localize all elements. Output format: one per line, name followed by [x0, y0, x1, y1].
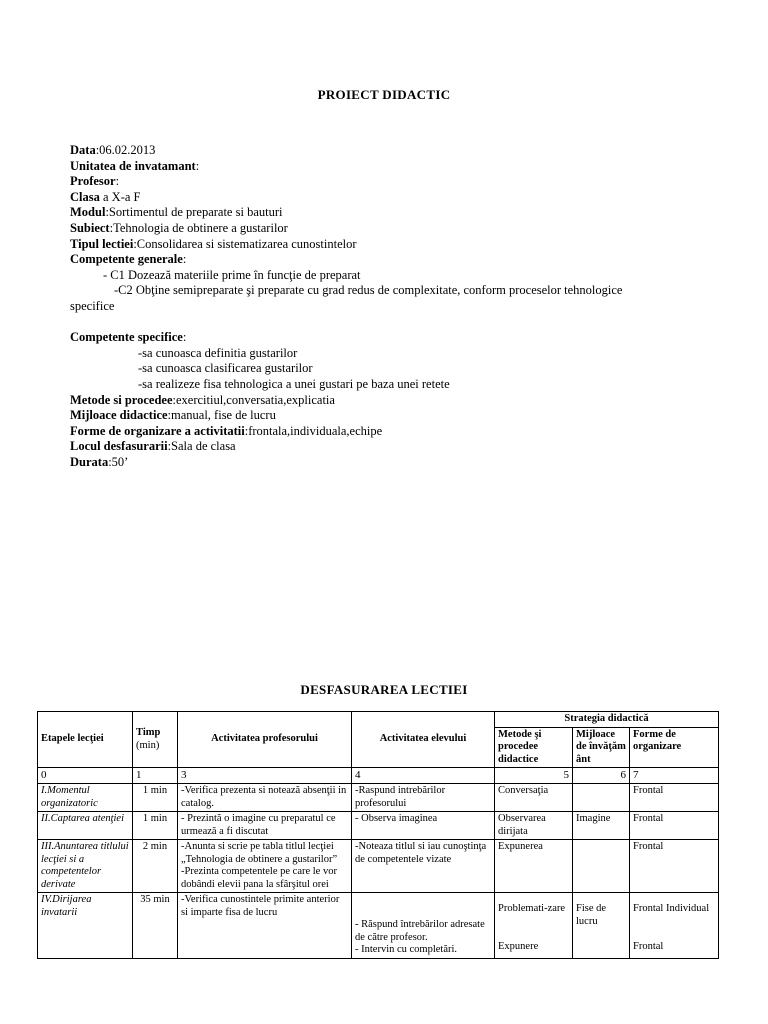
column-number: 1 [133, 768, 178, 784]
table-row [38, 784, 719, 812]
competenta-generala-c1: - C1 Dozează materiile prime în funcţie de preparat [103, 267, 361, 282]
competenta-generala-c2-cont: specifice [70, 298, 115, 313]
cell-metode: Problemati-zare Expunere [495, 893, 573, 959]
info-data: Data:06.02.2013 [70, 143, 156, 157]
competenta-generala-c2: -C2 Obţine semipreparate şi preparate cu grad redus de complexitate, conform proceselor tehnologice [114, 283, 623, 298]
competenta-specifica-1: -sa cunoasca definitia gustarilor [138, 345, 298, 360]
cell-mijloace: Imagine [573, 812, 630, 840]
cell-metode: Observarea dirijata [495, 812, 573, 840]
table-row [38, 840, 719, 893]
column-number: 7 [630, 768, 719, 784]
lesson-section-title: DESFASURAREA LECTIEI [300, 682, 468, 697]
info-competente-generale: Competente generale: [70, 252, 187, 267]
header-etapele: Etapele lecţiei [38, 712, 133, 768]
cell-etapa: I.Momentul organizatoric [38, 784, 133, 812]
cell-activitate-profesor: - Prezintă o imagine cu preparatul ce urmează a fi discutat [178, 812, 352, 840]
cell-timp: 35 min [133, 893, 178, 959]
cell-etapa: IV.Dirijarea invatarii [38, 893, 133, 959]
column-number: 0 [38, 768, 133, 784]
info-durata: Durata:50’ [70, 454, 129, 469]
cell-timp: 1 min [133, 812, 178, 840]
competenta-specifica-2: -sa cunoasca clasificarea gustarilor [138, 361, 313, 376]
lesson-table [37, 711, 719, 959]
info-forme-organizare: Forme de organizare a activitatii:frontala,individuala,echipe [70, 423, 383, 438]
header-metode: Metode şi procedee didactice [495, 727, 573, 768]
info-locul: Locul desfasurarii:Sala de clasa [70, 439, 236, 454]
info-modul: Modul:Sortimentul de preparate si bauturi [70, 205, 283, 220]
cell-forme: Frontal [630, 840, 719, 893]
cell-forme: Frontal Individual Frontal [630, 893, 719, 959]
info-competente-specifice: Competente specifice: [70, 330, 187, 345]
header-activitatea-profesorului: Activitatea profesorului [178, 712, 352, 768]
info-tipul-lectiei: Tipul lectiei:Consolidarea si sistematizarea cunostintelor [70, 236, 357, 251]
cell-metode: Expunerea [495, 840, 573, 893]
document-title: PROIECT DIDACTIC [317, 87, 451, 102]
table-header-row [38, 712, 719, 728]
cell-activitate-elev: -Raspund intrebărilor profesorului [352, 784, 495, 812]
cell-timp: 2 min [133, 840, 178, 893]
info-unitatea: Unitatea de invatamant: [70, 158, 200, 173]
info-subiect: Subiect:Tehnologia de obtinere a gustarilor [70, 220, 288, 235]
info-metode: Metode si procedee:exercitiul,conversatia,explicatia [70, 392, 335, 407]
cell-timp: 1 min [133, 784, 178, 812]
header-strategia-didactica: Strategia didactică [495, 712, 719, 728]
table-row [38, 812, 719, 840]
header-mijloace: Mijloace de învăţăm ânt [573, 727, 630, 768]
competenta-specifica-3: -sa realizeze fisa tehnologica a unei gustari pe baza unei retete [138, 376, 450, 391]
cell-forme: Frontal [630, 784, 719, 812]
cell-forme: Frontal [630, 812, 719, 840]
header-activitatea-elevului: Activitatea elevului [352, 712, 495, 768]
column-number: 4 [352, 768, 495, 784]
info-mijloace: Mijloace didactice:manual, fise de lucru [70, 408, 276, 423]
cell-etapa: II.Captarea atenţiei [38, 812, 133, 840]
cell-mijloace [573, 784, 630, 812]
column-number: 6 [573, 768, 630, 784]
cell-activitate-profesor: -Anunta si scrie pe tabla titlul lecţiei „Tehnologia de obtinere a gustarilor” -Prezinta competentele pe care le vor dobândi elevii pana la sfârşitul orei [178, 840, 352, 893]
column-number: 3 [178, 768, 352, 784]
info-clasa: Clasa a X-a F [70, 189, 141, 204]
header-forme: Forme de organizare [630, 727, 719, 768]
table-row [38, 893, 719, 959]
cell-activitate-elev: - Răspund întrebărilor adresate de către profesor. - Intervin cu completări. [352, 893, 495, 959]
info-profesor: Profesor: [70, 174, 120, 189]
cell-activitate-elev: -Noteaza titlul si iau cunoştinţa de competentele vizate [352, 840, 495, 893]
header-timp: Timp (min) [133, 712, 178, 768]
cell-mijloace [573, 840, 630, 893]
cell-activitate-profesor: -Verifica prezenta si notează absenţii in catalog. [178, 784, 352, 812]
column-number-row [38, 768, 719, 784]
cell-etapa: III.Anuntarea titlului lecţiei si a competentelor derivate [38, 840, 133, 893]
column-number: 5 [495, 768, 573, 784]
cell-activitate-elev: - Observa imaginea [352, 812, 495, 840]
cell-activitate-profesor: -Verifica cunostintele primite anterior si imparte fisa de lucru [178, 893, 352, 959]
lesson-info [70, 143, 710, 470]
cell-metode: Conversaţia [495, 784, 573, 812]
cell-mijloace: Fise de lucru [573, 893, 630, 959]
